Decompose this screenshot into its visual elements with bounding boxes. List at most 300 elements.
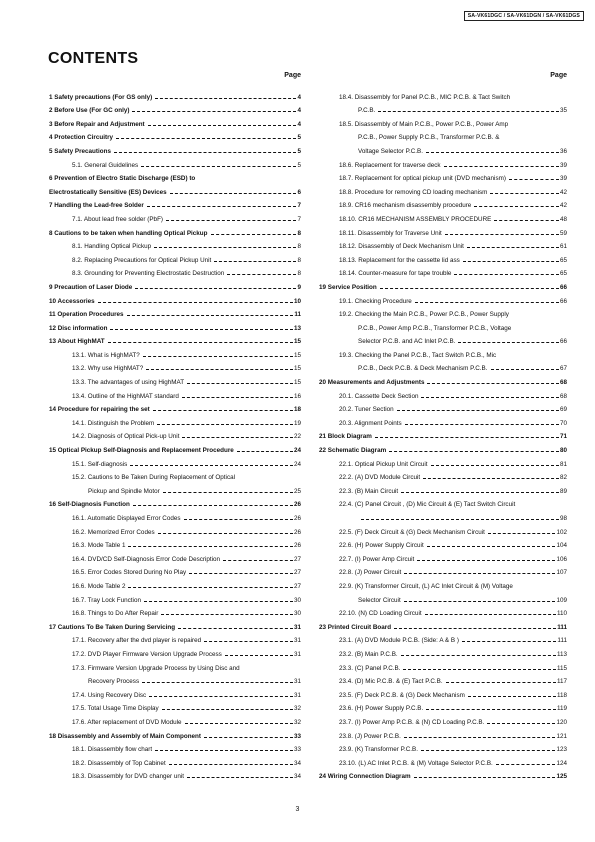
toc-entry-title: 15.2. Cautions to Be Taken During Replacement of Optical xyxy=(72,474,235,482)
toc-entry-page: 104 xyxy=(556,542,567,550)
toc-entry[interactable] xyxy=(319,129,567,143)
toc-entry[interactable] xyxy=(319,292,567,306)
dot-leader xyxy=(155,98,296,99)
dot-leader xyxy=(155,750,293,751)
toc-entry[interactable] xyxy=(49,102,301,116)
toc-entry-title: 8.1. Handling Optical Pickup xyxy=(72,243,152,251)
toc-entry[interactable] xyxy=(319,537,567,551)
page-column-heading: Page xyxy=(550,72,567,79)
toc-entry-page: 15 xyxy=(293,338,301,346)
toc-entry[interactable] xyxy=(319,156,567,170)
toc-entry-title: Recovery Process xyxy=(88,678,140,686)
toc-entry[interactable] xyxy=(49,496,301,510)
toc-entry[interactable] xyxy=(319,455,567,469)
dot-leader xyxy=(404,601,556,602)
toc-entry-page: 117 xyxy=(556,678,567,686)
toc-entry-title: 7 Handling the Lead-free Solder xyxy=(49,202,144,210)
dot-leader xyxy=(110,329,293,330)
toc-entry-title: 14 Procedure for repairing the set xyxy=(49,406,150,414)
toc-entry[interactable] xyxy=(319,632,567,646)
toc-entry-page: 15 xyxy=(293,379,301,387)
dot-leader xyxy=(423,478,559,479)
toc-entry[interactable] xyxy=(319,278,567,292)
toc-entry[interactable] xyxy=(49,686,301,700)
dot-leader xyxy=(162,709,293,710)
toc-entry[interactable] xyxy=(49,700,301,714)
toc-entry-page: 121 xyxy=(556,732,567,740)
toc-entry-page: 61 xyxy=(559,243,567,251)
toc-entry[interactable] xyxy=(319,88,567,102)
toc-entry-title: 16.1. Automatic Displayed Error Codes xyxy=(72,515,181,522)
toc-entry[interactable] xyxy=(319,224,567,238)
dot-leader xyxy=(114,152,297,153)
dot-leader xyxy=(389,451,559,452)
toc-entry-page: 82 xyxy=(559,474,567,482)
toc-entry-page: 5 xyxy=(297,161,301,169)
toc-entry-page: 69 xyxy=(559,406,567,414)
toc-entry[interactable] xyxy=(49,550,301,564)
toc-entry[interactable] xyxy=(49,482,301,496)
toc-entry-title: 22.1. Optical Pickup Unit Circuit xyxy=(339,460,428,468)
dot-leader xyxy=(135,288,296,289)
toc-entry[interactable] xyxy=(319,741,567,755)
toc-entry-page: 110 xyxy=(556,610,567,618)
toc-entry-title: 18.8. Procedure for removing CD loading mechanism xyxy=(339,188,488,196)
toc-entry[interactable] xyxy=(319,170,567,184)
toc-entry-page: 65 xyxy=(559,256,567,264)
toc-entry-page: 107 xyxy=(556,569,567,577)
toc-entry-title: 22.10. (N) CD Loading Circuit xyxy=(339,610,422,618)
dot-leader xyxy=(378,111,559,112)
toc-entry[interactable] xyxy=(49,537,301,551)
dot-leader xyxy=(474,206,559,207)
toc-entry-page: 124 xyxy=(556,759,567,767)
toc-entry-title: 22.4. (C) Panel Circuit , (D) Mic Circuit & (E) Tact Switch Circuit xyxy=(339,501,516,509)
toc-entry-page: 5 xyxy=(297,134,301,142)
toc-entry-page: 118 xyxy=(556,691,567,699)
toc-entry[interactable] xyxy=(319,360,567,374)
dot-leader xyxy=(427,546,556,547)
toc-entry-page: 125 xyxy=(556,773,567,781)
toc-entry-page: 4 xyxy=(297,120,301,128)
toc-entry-page: 8 xyxy=(297,270,301,278)
toc-entry-title: 23.4. (D) Mic P.C.B. & (E) Tact P.C.B. xyxy=(339,678,443,686)
toc-entry[interactable] xyxy=(319,564,567,578)
toc-entry[interactable] xyxy=(49,224,301,238)
dot-leader xyxy=(463,261,559,262)
toc-entry-page: 66 xyxy=(559,283,567,291)
toc-entry[interactable] xyxy=(319,183,567,197)
toc-entry[interactable] xyxy=(319,115,567,129)
toc-entry[interactable] xyxy=(49,170,301,184)
toc-entry-page: 111 xyxy=(557,623,567,631)
toc-entry-title: 18.7. Replacement for optical pickup unit (DVD mechanism) xyxy=(339,175,506,183)
toc-entry-page: 27 xyxy=(293,582,301,590)
toc-entry[interactable] xyxy=(49,346,301,360)
dot-leader xyxy=(223,560,293,561)
toc-entry-page: 4 xyxy=(297,107,301,115)
toc-entry[interactable] xyxy=(319,754,567,768)
toc-entry[interactable] xyxy=(49,306,301,320)
dot-leader xyxy=(128,587,293,588)
dot-leader xyxy=(204,641,293,642)
toc-entry-title: 18 Disassembly and Assembly of Main Component xyxy=(49,732,201,740)
dot-leader xyxy=(415,302,559,303)
toc-entry-page: 5 xyxy=(297,147,301,155)
toc-entry[interactable] xyxy=(319,238,567,252)
toc-entry-title: 8.3. Grounding for Preventing Electrostatic Destruction xyxy=(72,270,225,278)
toc-entry-page: 30 xyxy=(293,610,301,618)
toc-entry-title: 13 About HighMAT xyxy=(49,338,105,346)
toc-entry-page: 30 xyxy=(293,596,301,604)
dot-leader xyxy=(394,628,556,629)
dot-leader xyxy=(132,111,296,112)
toc-entry-title: 2 Before Use (For GC only) xyxy=(49,107,130,115)
dot-leader xyxy=(182,397,293,398)
toc-entry-title: Pickup and Spindle Motor xyxy=(88,487,160,495)
toc-entry[interactable] xyxy=(319,618,567,632)
toc-entry[interactable] xyxy=(319,441,567,455)
toc-entry-page: 31 xyxy=(293,623,301,631)
toc-entry[interactable] xyxy=(49,455,301,469)
dot-leader xyxy=(427,383,559,384)
toc-entry[interactable] xyxy=(49,183,301,197)
dot-leader xyxy=(147,206,297,207)
toc-entry[interactable] xyxy=(49,632,301,646)
dot-leader xyxy=(214,261,296,262)
toc-entry-page: 26 xyxy=(293,515,301,522)
toc-entry-title: 15.1. Self-diagnosis xyxy=(72,460,128,468)
toc-entry-title: 8.2. Replacing Precautions for Optical Pickup Unit xyxy=(72,256,212,264)
toc-entry[interactable] xyxy=(319,142,567,156)
dot-leader xyxy=(170,193,297,194)
dot-leader xyxy=(401,492,559,493)
toc-entry[interactable] xyxy=(49,333,301,347)
toc-entry[interactable] xyxy=(319,673,567,687)
toc-entry[interactable] xyxy=(319,319,567,333)
toc-entry-page: 26 xyxy=(293,542,301,550)
dot-leader xyxy=(184,519,293,520)
toc-entry-title: 19 Service Position xyxy=(319,283,377,291)
toc-list-right xyxy=(319,88,567,781)
dot-leader xyxy=(144,601,293,602)
toc-entry[interactable] xyxy=(319,265,567,279)
dot-leader xyxy=(148,125,297,126)
toc-entry[interactable] xyxy=(49,278,301,292)
toc-entry-page: 31 xyxy=(293,637,301,645)
toc-entry-page: 8 xyxy=(297,229,301,237)
dot-leader xyxy=(169,764,293,765)
toc-entry[interactable] xyxy=(319,197,567,211)
toc-entry[interactable] xyxy=(319,428,567,442)
dot-leader xyxy=(143,356,293,357)
toc-entry[interactable] xyxy=(49,754,301,768)
toc-entry[interactable] xyxy=(319,482,567,496)
toc-entry[interactable] xyxy=(49,360,301,374)
toc-entry-page: 9 xyxy=(297,283,301,291)
toc-entry-page: 66 xyxy=(559,297,567,305)
toc-entry-title: 6 Prevention of Electro Static Discharge (ESD) to xyxy=(49,175,196,183)
toc-entry[interactable] xyxy=(49,727,301,741)
dot-leader xyxy=(380,288,559,289)
toc-entry[interactable] xyxy=(49,577,301,591)
toc-entry[interactable] xyxy=(319,346,567,360)
toc-entry-title: 14.2. Diagnosis of Optical Pick-up Unit xyxy=(72,433,180,441)
dot-leader xyxy=(211,234,297,235)
toc-entry[interactable] xyxy=(49,210,301,224)
toc-entry-title: P.C.B., Power Supply P.C.B., Transformer P.C.B. & xyxy=(358,134,500,142)
toc-entry-page: 15 xyxy=(293,351,301,359)
toc-entry-title: 16.7. Tray Lock Function xyxy=(72,596,141,604)
toc-entry-title: 23.8. (J) Power P.C.B. xyxy=(339,732,401,740)
toc-entry-page: 123 xyxy=(556,746,567,754)
toc-entry-title: 23.3. (C) Panel P.C.B. xyxy=(339,664,401,672)
toc-entry-title: 18.9. CR16 mechanism disassembly procedure xyxy=(339,202,472,210)
toc-entry[interactable] xyxy=(319,496,567,510)
toc-entry-title: 23 Printed Circuit Board xyxy=(319,623,392,631)
toc-entry[interactable] xyxy=(319,509,567,523)
toc-entry-title: 10 Accessories xyxy=(49,297,95,305)
toc-entry-page: 24 xyxy=(293,460,301,468)
toc-entry-title: 18.10. CR16 MECHANISM ASSEMBLY PROCEDURE xyxy=(339,215,492,223)
toc-entry[interactable] xyxy=(319,605,567,619)
toc-entry-page: 18 xyxy=(293,406,301,414)
dot-leader xyxy=(444,166,559,167)
toc-entry[interactable] xyxy=(49,713,301,727)
toc-entry-page: 34 xyxy=(293,773,301,781)
toc-entry[interactable] xyxy=(319,469,567,483)
toc-entry-title: 20.1. Cassette Deck Section xyxy=(339,392,419,400)
toc-entry-page: 8 xyxy=(297,243,301,251)
toc-entry-page: 102 xyxy=(556,528,567,536)
dot-leader xyxy=(130,465,293,466)
toc-entry-title: Voltage Selector P.C.B. xyxy=(358,147,423,155)
toc-entry-title: 23.2. (B) Main P.C.B. xyxy=(339,650,398,658)
toc-entry[interactable] xyxy=(319,768,567,782)
toc-entry-title: 18.14. Counter-measure for tape trouble xyxy=(339,270,452,278)
toc-entry-page: 120 xyxy=(556,718,567,726)
toc-entry-page: 33 xyxy=(293,746,301,754)
toc-entry[interactable] xyxy=(49,129,301,143)
toc-entry[interactable] xyxy=(319,659,567,673)
toc-entry[interactable] xyxy=(319,210,567,224)
toc-entry-title: 18.6. Replacement for traverse deck xyxy=(339,161,441,169)
toc-entry[interactable] xyxy=(49,509,301,523)
toc-entry-title: 18.11. Disassembly for Traverse Unit xyxy=(339,229,442,237)
page-title: CONTENTS xyxy=(48,50,139,67)
toc-entry-title: 18.5. Disassembly of Main P.C.B., Power P.C.B., Power Amp xyxy=(339,120,509,128)
toc-entry-page: 35 xyxy=(559,107,567,115)
toc-entry-title: 17.3. Firmware Version Upgrade Process by Using Disc and xyxy=(72,664,240,672)
dot-leader xyxy=(509,179,559,180)
toc-entry-title: Selector P.C.B. and AC Inlet P.C.B. xyxy=(358,338,456,346)
dot-leader xyxy=(116,138,296,139)
toc-entry-title: 16.3. Mode Table 1 xyxy=(72,542,126,550)
toc-entry-title: 22.2. (A) DVD Module Circuit xyxy=(339,474,421,482)
dot-leader xyxy=(141,166,296,167)
toc-entry[interactable] xyxy=(49,373,301,387)
toc-entry-page: 4 xyxy=(297,93,301,101)
toc-entry-title: 17 Cautions To Be Taken During Servicing xyxy=(49,623,176,631)
toc-entry-title: 22 Schematic Diagram xyxy=(319,447,387,455)
toc-entry-title: 19.2. Checking the Main P.C.B., Power P.C.B., Power Supply xyxy=(339,311,509,319)
toc-entry-page: 67 xyxy=(559,365,567,373)
toc-entry-title: 18.12. Disassembly of Deck Mechanism Unit xyxy=(339,243,464,251)
toc-entry[interactable] xyxy=(319,523,567,537)
dot-leader xyxy=(458,342,559,343)
toc-entry[interactable] xyxy=(49,238,301,252)
dot-leader xyxy=(417,560,555,561)
toc-entry[interactable] xyxy=(49,414,301,428)
toc-entry-title: 24 Wiring Connection Diagram xyxy=(319,773,411,781)
dot-leader xyxy=(158,533,293,534)
toc-entry-title: 17.5. Total Usage Time Display xyxy=(72,705,159,713)
toc-list-left xyxy=(49,88,301,781)
dot-leader xyxy=(361,519,559,520)
toc-entry-page: 39 xyxy=(559,161,567,169)
toc-entry[interactable] xyxy=(319,700,567,714)
toc-entry[interactable] xyxy=(319,251,567,265)
dot-leader xyxy=(491,369,559,370)
dot-leader xyxy=(108,342,293,343)
toc-entry-page: 32 xyxy=(293,705,301,713)
toc-entry-page: 39 xyxy=(559,175,567,183)
toc-entry-title: 16.4. DVD/CD Self-Diagnosis Error Code Description xyxy=(72,555,221,563)
toc-entry-title: 13.2. Why use HighMAT? xyxy=(72,365,144,373)
toc-entry-page: 7 xyxy=(297,202,301,210)
toc-entry[interactable] xyxy=(49,115,301,129)
page-number: 3 xyxy=(295,806,300,813)
dot-leader xyxy=(421,397,559,398)
toc-entry[interactable] xyxy=(49,523,301,537)
toc-entry-page: 6 xyxy=(297,188,301,196)
toc-entry-title: 11 Operation Procedures xyxy=(49,311,124,319)
toc-entry-page: 31 xyxy=(293,691,301,699)
dot-leader xyxy=(421,750,556,751)
toc-entry-page: 89 xyxy=(559,487,567,495)
toc-entry-title: 20.3. Alignment Points xyxy=(339,419,402,427)
toc-entry-page: 27 xyxy=(293,569,301,577)
toc-entry-title: 19.3. Checking the Panel P.C.B., Tact Switch P.C.B., Mic xyxy=(339,351,497,359)
toc-entry[interactable] xyxy=(49,591,301,605)
dot-leader xyxy=(426,152,559,153)
toc-entry[interactable] xyxy=(49,142,301,156)
toc-entry[interactable] xyxy=(49,618,301,632)
toc-entry[interactable] xyxy=(49,564,301,578)
toc-entry[interactable] xyxy=(49,469,301,483)
toc-entry[interactable] xyxy=(49,441,301,455)
toc-entry-page: 119 xyxy=(556,705,567,713)
toc-entry-title: 15 Optical Pickup Self-Diagnosis and Replacement Procedure xyxy=(49,447,234,455)
toc-entry-title: P.C.B. xyxy=(358,107,376,115)
toc-entry[interactable] xyxy=(319,373,567,387)
dot-leader xyxy=(487,723,555,724)
toc-entry[interactable] xyxy=(49,428,301,442)
toc-entry[interactable] xyxy=(49,673,301,687)
toc-entry-title: P.C.B., Deck P.C.B. & Deck Mechanism P.C.B. xyxy=(358,365,488,373)
toc-entry-title: Electrostatically Sensitive (ES) Devices xyxy=(49,188,167,196)
toc-entry[interactable] xyxy=(319,727,567,741)
toc-entry[interactable] xyxy=(319,387,567,401)
toc-entry[interactable] xyxy=(319,645,567,659)
toc-entry[interactable] xyxy=(49,251,301,265)
toc-entry[interactable] xyxy=(49,292,301,306)
toc-entry-page: 81 xyxy=(559,460,567,468)
toc-entry-title: 3 Before Repair and Adjustment xyxy=(49,120,145,128)
toc-entry[interactable] xyxy=(319,102,567,116)
dot-leader xyxy=(98,302,293,303)
toc-entry[interactable] xyxy=(319,401,567,415)
toc-entry-title: 18.2. Disassembly of Top Cabinet xyxy=(72,759,166,767)
toc-entry-title: 16.8. Things to Do After Repair xyxy=(72,610,159,618)
toc-entry-title: 18.1. Disassembly flow chart xyxy=(72,746,153,754)
dot-leader xyxy=(404,737,556,738)
dot-leader xyxy=(133,505,293,506)
dot-leader xyxy=(225,655,293,656)
toc-entry[interactable] xyxy=(49,605,301,619)
toc-entry[interactable] xyxy=(49,401,301,415)
toc-entry-title: 18.13. Replacement for the cassette lid ass xyxy=(339,256,460,264)
dot-leader xyxy=(467,247,559,248)
toc-entry-page: 7 xyxy=(297,215,301,223)
toc-entry[interactable] xyxy=(319,306,567,320)
dot-leader xyxy=(397,410,559,411)
toc-entry[interactable] xyxy=(49,659,301,673)
toc-entry[interactable] xyxy=(49,768,301,782)
toc-entry-page: 106 xyxy=(556,555,567,563)
toc-entry-title: 22.5. (F) Deck Circuit & (G) Deck Mechanism Circuit xyxy=(339,528,485,536)
dot-leader xyxy=(189,573,293,574)
toc-entry[interactable] xyxy=(49,265,301,279)
toc-entry-title: 23.7. (I) Power Amp P.C.B. & (N) CD Loading P.C.B. xyxy=(339,718,485,726)
toc-entry[interactable] xyxy=(319,686,567,700)
toc-entry[interactable] xyxy=(319,333,567,347)
toc-entry-page: 13 xyxy=(293,324,301,332)
toc-entry[interactable] xyxy=(49,156,301,170)
toc-entry-title: 23.1. (A) DVD Module P.C.B. (Side: A & B ) xyxy=(339,637,459,645)
toc-entry[interactable] xyxy=(49,319,301,333)
toc-entry-title: 17.6. After replacement of DVD Module xyxy=(72,718,182,726)
toc-entry[interactable] xyxy=(49,88,301,102)
toc-entry-page: 19 xyxy=(293,419,301,427)
toc-entry-title: 20.2. Tuner Section xyxy=(339,406,394,414)
toc-entry[interactable] xyxy=(319,591,567,605)
dot-leader xyxy=(142,682,293,683)
toc-entry[interactable] xyxy=(319,713,567,727)
toc-entry-title: 17.2. DVD Player Firmware Version Upgrade Process xyxy=(72,650,222,658)
toc-entry[interactable] xyxy=(319,550,567,564)
toc-entry[interactable] xyxy=(319,414,567,428)
dot-leader xyxy=(187,383,293,384)
dot-leader xyxy=(404,573,555,574)
dot-leader xyxy=(425,614,556,615)
dot-leader xyxy=(405,424,559,425)
toc-entry[interactable] xyxy=(49,645,301,659)
toc-entry[interactable] xyxy=(319,577,567,591)
toc-entry[interactable] xyxy=(49,197,301,211)
toc-entry-page: 27 xyxy=(293,555,301,563)
dot-leader xyxy=(445,234,559,235)
dot-leader xyxy=(454,274,559,275)
toc-entry[interactable] xyxy=(49,741,301,755)
toc-entry-page: 115 xyxy=(556,664,567,672)
toc-entry[interactable] xyxy=(49,387,301,401)
toc-entry-title: 1 Safety precautions (For GS only) xyxy=(49,93,153,101)
toc-entry-title: 23.9. (K) Transformer P.C.B. xyxy=(339,746,418,754)
toc-entry-title: 8 Cautions to be taken when handling Optical Pickup xyxy=(49,229,208,237)
toc-entry-page: 26 xyxy=(293,528,301,536)
dot-leader xyxy=(431,465,559,466)
